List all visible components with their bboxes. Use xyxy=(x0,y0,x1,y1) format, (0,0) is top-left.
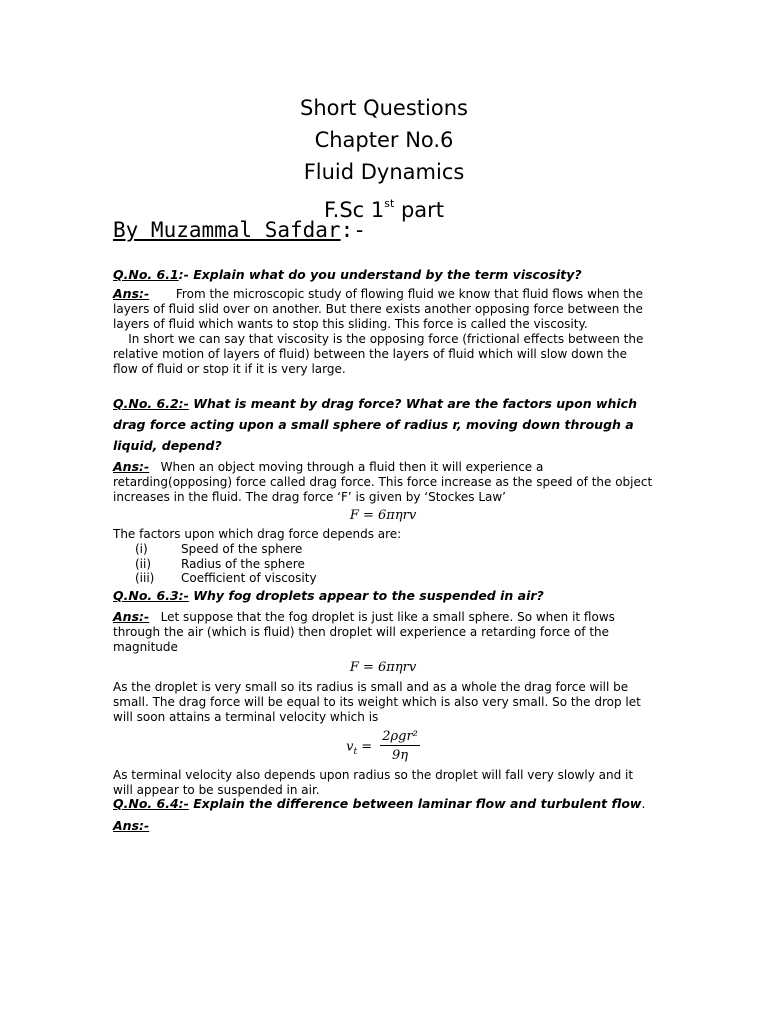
title-class-prefix: F.Sc 1 xyxy=(323,198,385,222)
list-item-number: (i) xyxy=(135,542,148,556)
answer-6-4 xyxy=(113,815,653,834)
answer-6-1-para-2 xyxy=(113,332,653,377)
list-item-text: Coefficient of viscosity xyxy=(181,571,317,585)
answer-6-2-para-1 xyxy=(113,459,653,505)
terminal-velocity-subscript: t xyxy=(353,747,358,758)
answer-6-2-label: Ans:- xyxy=(113,459,150,474)
list-item-number: (iii) xyxy=(135,571,155,585)
title-short-questions: Short Questions xyxy=(300,96,468,120)
author-name: By Muzammal Safdar xyxy=(113,218,341,242)
terminal-velocity-symbol: v xyxy=(346,739,354,755)
list-item-text: Speed of the sphere xyxy=(181,542,303,556)
answer-6-3-para-3: As terminal velocity also depends upon radius so the droplet will fall very slowly and it will appear to be suspended in air. xyxy=(113,768,634,797)
answer-6-3-text-1: Let suppose that the fog droplet is just like a small sphere. So when it flows through the air (which is fluid) then droplet will experience a retarding force of the magnitude xyxy=(113,610,615,654)
factors-list xyxy=(113,542,653,586)
list-item-text: Radius of the sphere xyxy=(181,556,305,571)
factors-intro: The factors upon which drag force depends are: xyxy=(113,527,402,541)
question-6-2-heading xyxy=(113,393,653,456)
terminal-velocity-fraction xyxy=(380,728,420,766)
question-6-3-text: Why fog droplets appear to the suspended in air? xyxy=(188,588,544,603)
question-6-3 xyxy=(113,585,653,798)
question-6-3-number: Q.No. 6.3:- xyxy=(113,588,189,603)
fraction-numerator: 2ρgr² xyxy=(382,729,418,744)
question-6-4-heading xyxy=(113,793,653,814)
question-6-2-number: Q.No. 6.2:- xyxy=(113,396,189,411)
answer-6-1-text-2: In short we can say that viscosity is the opposing force (frictional effects between the relative motion of layers of fluid) between the layers of fluid which will slow down the flow of fluid or stop it if it is very large. xyxy=(113,332,644,376)
answer-6-3-para-1 xyxy=(113,609,653,655)
answer-6-1-label: Ans:- xyxy=(113,286,150,301)
question-6-4-text: Explain the difference between laminar flow and turbulent flow xyxy=(188,796,642,811)
title-class-suffix: part xyxy=(394,198,445,222)
answer-6-1-para-1 xyxy=(113,286,653,332)
answer-6-4-label: Ans:- xyxy=(113,818,150,833)
list-item-number: (ii) xyxy=(135,556,152,571)
question-6-1 xyxy=(113,264,653,377)
title-subject: Fluid Dynamics xyxy=(303,160,465,184)
question-6-2 xyxy=(113,393,653,586)
list-item xyxy=(113,542,653,557)
formula-terminal-velocity: $v_t$ = $\frac{\text{2ρgr²}}{9\eta}$ xyxy=(113,728,653,766)
formula-stokes-law: F = 6πηrv xyxy=(349,508,417,523)
formula-drag-force: F = 6πηrv xyxy=(349,660,417,675)
question-6-3-heading xyxy=(113,585,653,606)
title-block xyxy=(0,92,768,226)
answer-6-2-text-1: When an object moving through a fluid then it will experience a retarding(opposing) force called drag force. This force increase as the speed of the object increases in the fluid. The drag force ‘F’ is given by ‘Stockes Law’ xyxy=(113,460,653,504)
title-chapter: Chapter No.6 xyxy=(314,128,454,152)
title-class-sup: st xyxy=(384,197,395,210)
question-6-1-number: Q.No. 6.1 xyxy=(113,267,179,282)
question-6-1-text: :- Explain what do you understand by the term viscosity? xyxy=(178,267,582,282)
answer-6-1-text-1: From the microscopic study of flowing fluid we know that fluid flows when the layers of fluid slid over on another. But there exists another opposing force between the layers of fluid which wants to stop this sliding. This force is called the viscosity. xyxy=(113,287,643,331)
list-item xyxy=(113,571,653,586)
question-6-2-text: What is meant by drag force? What are the factors upon which drag force acting upon a small sphere of radius r, moving down through a liquid, depend? xyxy=(113,396,637,453)
author-suffix: :- xyxy=(340,218,366,242)
answer-6-3-para-2: As the droplet is very small so its radius is small and as a whole the drag force will be small. The drag force will be equal to its weight which is also very small. So the drop let will soon attains a terminal velocity which is xyxy=(113,680,641,724)
answer-6-3-label: Ans:- xyxy=(113,609,150,624)
question-6-4-end: . xyxy=(641,796,646,811)
list-item xyxy=(113,557,653,572)
question-6-4-number: Q.No. 6.4:- xyxy=(113,796,189,811)
question-6-4 xyxy=(113,793,653,834)
question-6-1-heading xyxy=(113,264,653,285)
fraction-denominator: 9η xyxy=(392,748,409,763)
author-line xyxy=(113,218,366,242)
